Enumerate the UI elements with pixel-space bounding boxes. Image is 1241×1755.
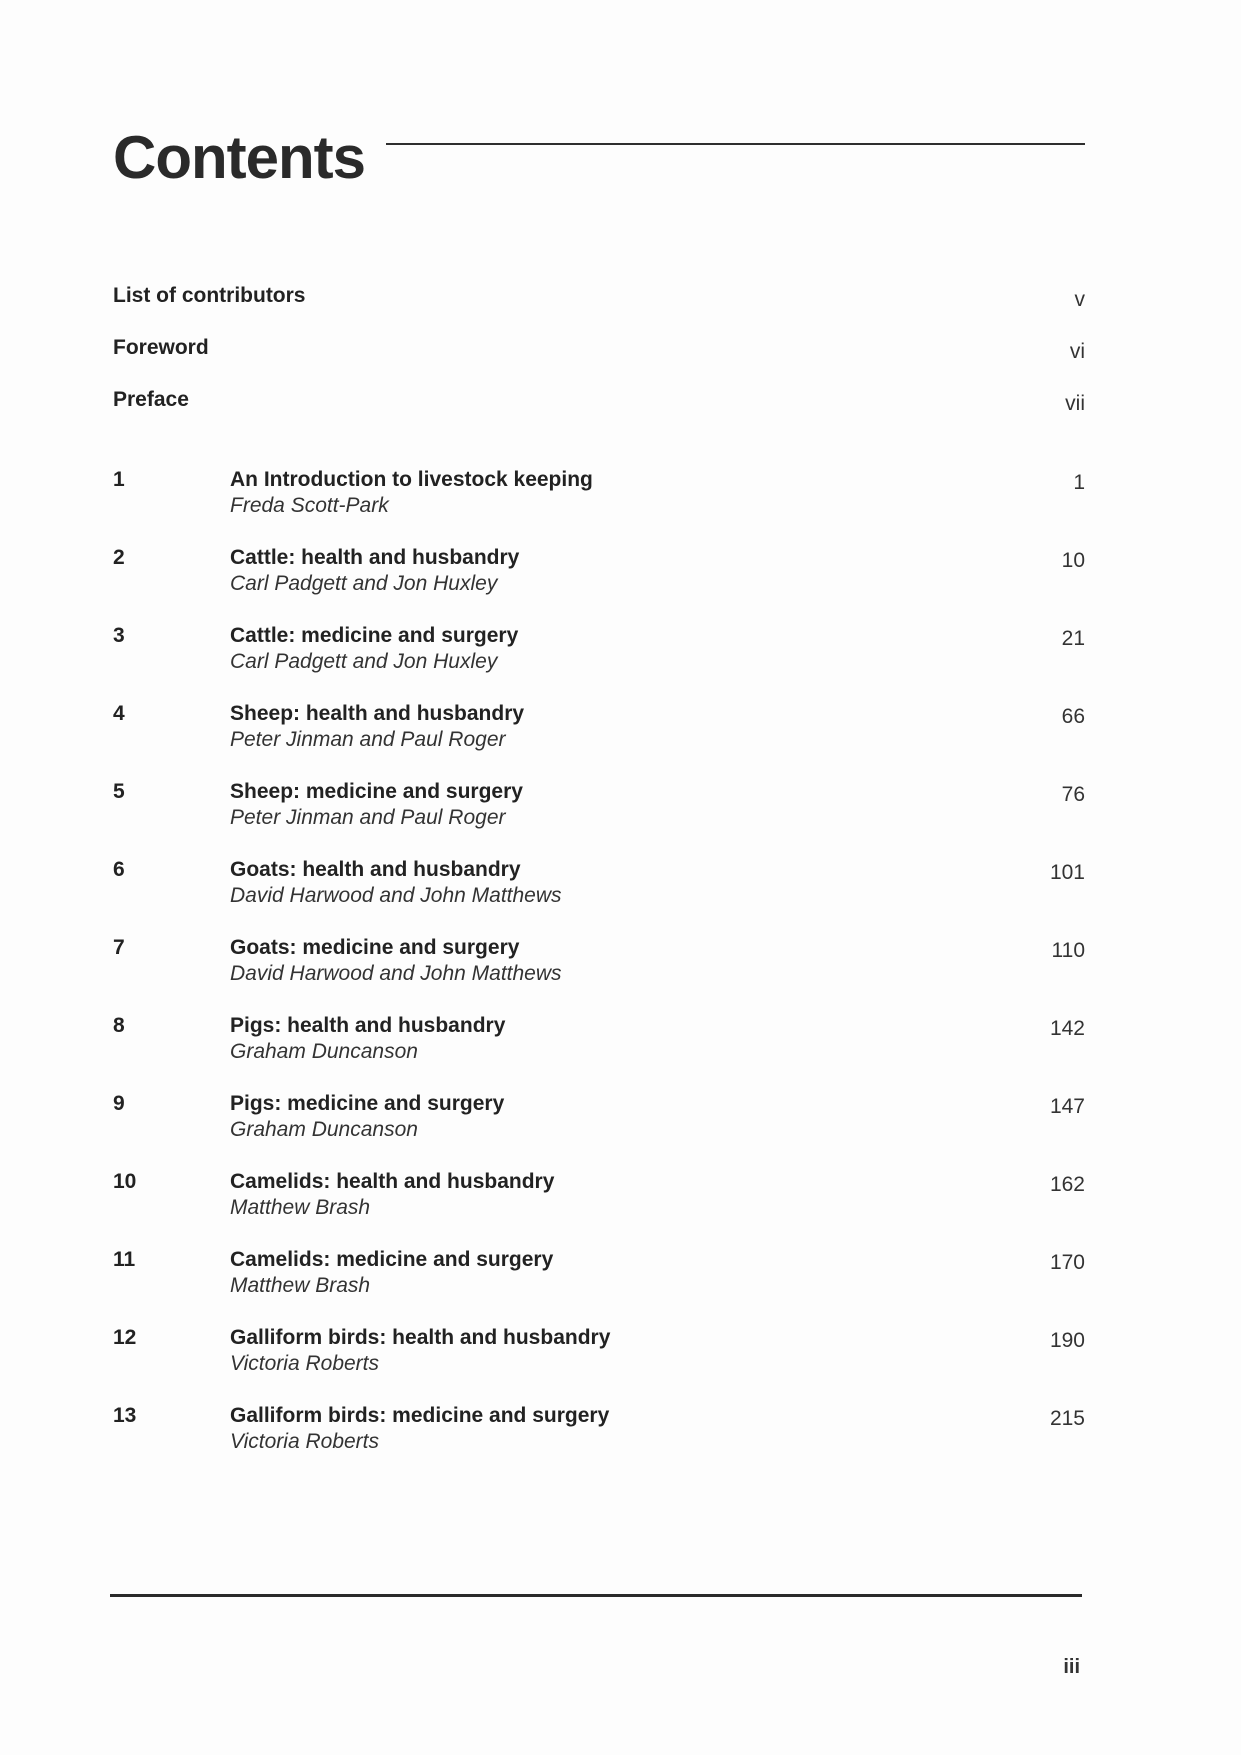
chapter-number: 10 [113,1170,137,1193]
chapter-entry [113,1404,1085,1482]
chapter-page: 162 [1049,1173,1085,1196]
chapter-entry [113,780,1085,858]
chapter-title: Sheep: medicine and surgery [230,780,523,803]
page-title: Contents [113,124,365,191]
chapter-number: 4 [113,702,125,725]
chapter-author: Carl Padgett and Jon Huxley [230,650,498,673]
chapter-page: 10 [1061,549,1085,572]
front-matter-page: v [1074,288,1085,311]
chapter-entry [113,702,1085,780]
chapter-page: 215 [1049,1407,1085,1430]
chapter-author: Graham Duncanson [230,1040,418,1063]
chapter-number: 11 [113,1248,136,1271]
chapter-author: Matthew Brash [230,1274,371,1297]
front-matter-page: vii [1065,392,1085,415]
chapter-entry [113,1092,1085,1170]
bottom-rule [110,1594,1082,1597]
chapter-number: 12 [113,1326,137,1349]
chapter-entry [113,1248,1085,1326]
chapter-page: 21 [1061,627,1085,650]
chapter-page: 66 [1061,705,1085,728]
chapter-page: 170 [1049,1251,1085,1274]
chapter-number: 13 [113,1404,137,1427]
chapter-author: Freda Scott-Park [230,494,389,517]
chapter-title: Camelids: medicine and surgery [230,1248,554,1271]
chapter-number: 6 [113,858,125,881]
chapter-entry [113,1326,1085,1404]
chapter-number: 3 [113,624,125,647]
chapter-author: Carl Padgett and Jon Huxley [230,572,498,595]
chapter-page: 142 [1049,1017,1085,1040]
chapter-page: 110 [1051,939,1085,962]
chapter-page: 101 [1049,861,1085,884]
chapter-number: 7 [113,936,125,959]
chapter-author: Peter Jinman and Paul Roger [230,806,506,829]
chapter-entry [113,936,1085,1014]
chapter-title: Goats: health and husbandry [230,858,521,881]
front-matter-list [113,284,1085,440]
chapter-list [113,468,1085,1482]
chapter-number: 8 [113,1014,125,1037]
chapter-title: Goats: medicine and surgery [230,936,520,959]
chapter-author: Peter Jinman and Paul Roger [230,728,506,751]
chapter-title: Pigs: health and husbandry [230,1014,506,1037]
chapter-author: Victoria Roberts [230,1352,380,1375]
chapter-number: 5 [113,780,125,803]
front-matter-page: vi [1069,340,1085,363]
front-matter-item [113,388,1085,440]
chapter-entry [113,1170,1085,1248]
chapter-number: 1 [113,468,125,491]
chapter-page: 190 [1049,1329,1085,1352]
chapter-title: An Introduction to livestock keeping [230,468,593,491]
chapter-entry [113,1014,1085,1092]
chapter-page: 76 [1061,783,1085,806]
chapter-entry [113,546,1085,624]
chapter-number: 2 [113,546,125,569]
chapter-author: David Harwood and John Matthews [230,962,562,985]
chapter-title: Cattle: health and husbandry [230,546,520,569]
chapter-title: Camelids: health and husbandry [230,1170,555,1193]
chapter-entry [113,468,1085,546]
chapter-title: Cattle: medicine and surgery [230,624,519,647]
chapter-page: 1 [1073,471,1085,494]
front-matter-item [113,284,1085,336]
chapter-title: Galliform birds: health and husbandry [230,1326,611,1349]
front-matter-item [113,336,1085,388]
chapter-author: David Harwood and John Matthews [230,884,562,907]
chapter-author: Matthew Brash [230,1196,371,1219]
front-matter-label: Foreword [113,336,209,359]
chapter-author: Victoria Roberts [230,1430,380,1453]
front-matter-label: List of contributors [113,284,306,307]
chapter-title: Sheep: health and husbandry [230,702,525,725]
title-rule [386,143,1085,145]
chapter-title: Galliform birds: medicine and surgery [230,1404,610,1427]
chapter-entry [113,624,1085,702]
chapter-author: Graham Duncanson [230,1118,418,1141]
chapter-title: Pigs: medicine and surgery [230,1092,505,1115]
chapter-number: 9 [113,1092,125,1115]
page-number: iii [1063,1656,1080,1678]
front-matter-label: Preface [113,388,189,411]
chapter-entry [113,858,1085,936]
chapter-page: 147 [1049,1095,1085,1118]
